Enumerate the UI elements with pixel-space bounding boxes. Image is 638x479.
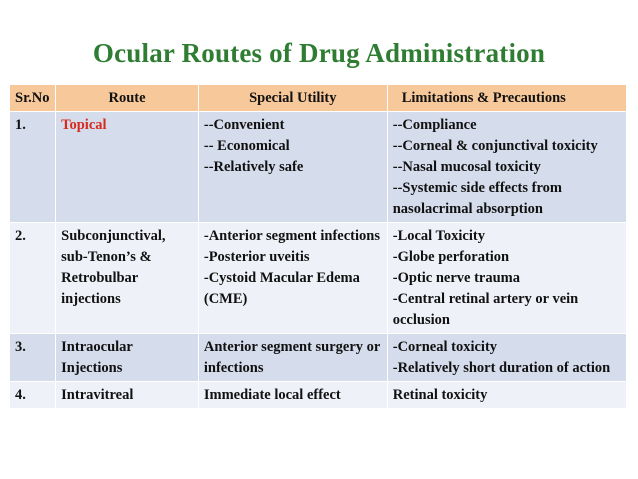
row-srno: 4. xyxy=(10,382,56,409)
row-special-utility-line: Anterior segment surgery or infections xyxy=(203,339,381,376)
row-limitations-line: -Optic nerve trauma xyxy=(392,270,520,286)
table-row xyxy=(10,334,627,382)
row-limitations xyxy=(387,382,626,409)
row-special-utility xyxy=(198,223,387,334)
header-limitations: Limitations & Precautions xyxy=(387,85,626,112)
row-route xyxy=(56,223,199,334)
row-limitations-line: -Globe perforation xyxy=(392,249,510,265)
row-special-utility-line: --Relatively safe xyxy=(203,159,304,175)
table-row xyxy=(10,112,627,223)
row-special-utility xyxy=(198,334,387,382)
table-header-row xyxy=(10,85,627,112)
row-srno: 2. xyxy=(10,223,56,334)
row-route xyxy=(56,112,199,223)
row-limitations-line: Retinal toxicity xyxy=(392,387,488,403)
header-srno: Sr.No xyxy=(10,85,56,112)
row-special-utility-line: -Anterior segment infections xyxy=(203,228,380,244)
row-special-utility xyxy=(198,382,387,409)
row-special-utility xyxy=(198,112,387,223)
row-limitations-line: --Nasal mucosal toxicity xyxy=(392,159,541,175)
routes-table xyxy=(9,84,627,409)
row-limitations-line: --Corneal & conjunctival toxicity xyxy=(392,138,598,154)
row-special-utility-line: -Cystoid Macular Edema (CME) xyxy=(203,270,360,307)
row-limitations xyxy=(387,112,626,223)
row-special-utility-line: Immediate local effect xyxy=(203,387,341,403)
row-limitations xyxy=(387,334,626,382)
row-limitations-line: -Relatively short duration of action xyxy=(392,360,611,376)
row-srno: 1. xyxy=(10,112,56,223)
header-special-utility: Special Utility xyxy=(198,85,387,112)
row-route-line: Intravitreal xyxy=(61,387,134,403)
table-row xyxy=(10,382,627,409)
row-special-utility-line: -- Economical xyxy=(203,138,290,154)
row-limitations-line: --Systemic side effects from nasolacrimal absorption xyxy=(392,180,562,217)
row-special-utility-line: --Convenient xyxy=(203,117,285,133)
row-limitations-line: -Central retinal artery or vein occlusion xyxy=(392,291,579,328)
row-route-line: Subconjunctival, sub-Tenon’s & Retrobulbar injections xyxy=(61,228,166,307)
row-route-line: Intraocular Injections xyxy=(61,339,133,376)
row-route xyxy=(56,334,199,382)
row-special-utility-line: -Posterior uveitis xyxy=(203,249,310,265)
row-limitations xyxy=(387,223,626,334)
slide-title: Ocular Routes of Drug Administration xyxy=(92,38,546,68)
header-route: Route xyxy=(56,85,199,112)
row-limitations-line: --Compliance xyxy=(392,117,477,133)
row-limitations-line: -Corneal toxicity xyxy=(392,339,498,355)
table-row xyxy=(10,223,627,334)
row-route xyxy=(56,382,199,409)
row-route-line: Topical xyxy=(61,117,107,133)
row-limitations-line: -Local Toxicity xyxy=(392,228,485,244)
row-srno: 3. xyxy=(10,334,56,382)
